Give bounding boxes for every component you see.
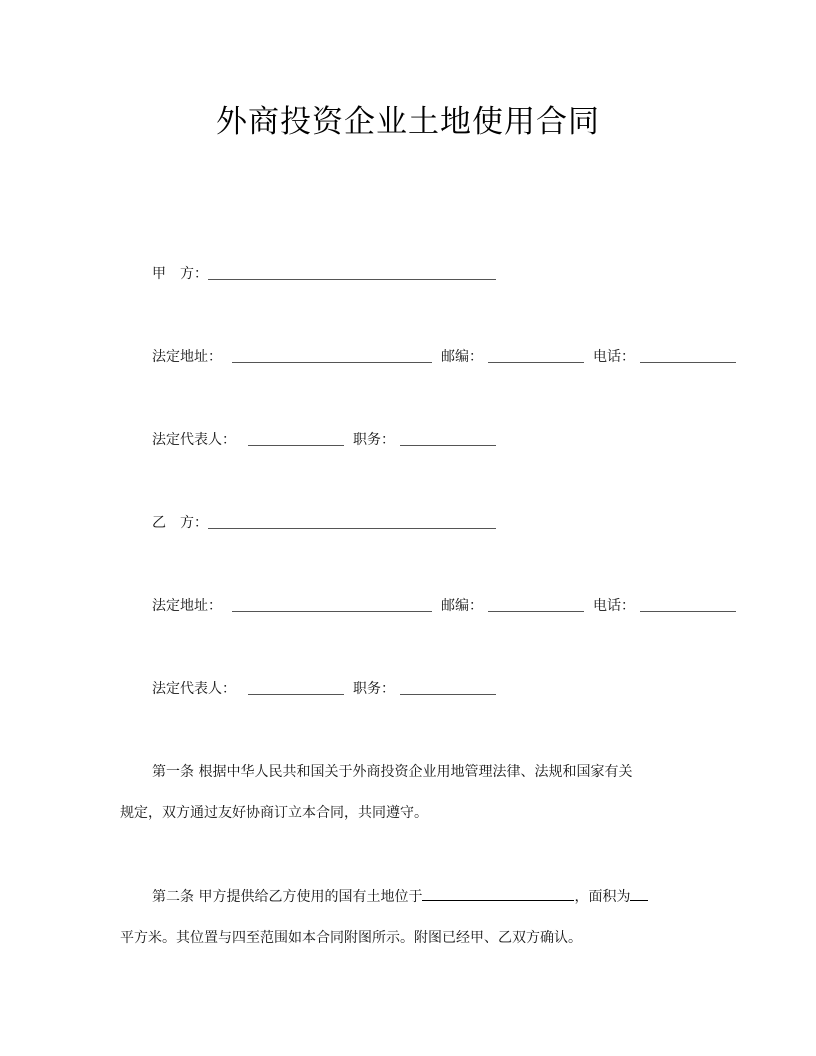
article1-line1: 第一条 根据中华人民共和国关于外商投资企业用地管理法律、法规和国家有关: [152, 764, 633, 780]
postcode-blank[interactable]: [488, 611, 584, 612]
position-blank[interactable]: [400, 694, 496, 695]
position-blank[interactable]: [400, 445, 496, 446]
party-a-label: 甲 方：: [152, 266, 208, 282]
rep-blank[interactable]: [248, 694, 344, 695]
party-b-blank[interactable]: [208, 528, 496, 529]
address-blank[interactable]: [232, 611, 432, 612]
postcode-label: 邮编：: [441, 598, 483, 614]
position-label: 职务：: [353, 432, 395, 448]
article2-text-b: ，面积为: [574, 889, 631, 905]
address-label: 法定地址：: [152, 349, 222, 365]
rep-blank[interactable]: [248, 445, 344, 446]
address-label: 法定地址：: [152, 598, 222, 614]
phone-label: 电话：: [593, 349, 635, 365]
article2-line1: [152, 886, 648, 907]
rep-label: 法定代表人：: [152, 432, 236, 448]
address-blank[interactable]: [232, 362, 432, 363]
article1-line2: 规定，双方通过友好协商订立本合同，共同遵守。: [120, 805, 428, 821]
area-blank[interactable]: [630, 886, 648, 901]
postcode-label: 邮编：: [441, 349, 483, 365]
location-blank[interactable]: [422, 886, 574, 901]
article2-text-a: 第二条 甲方提供给乙方使用的国有土地位于: [152, 889, 423, 905]
phone-label: 电话：: [593, 598, 635, 614]
article2-line2: 平方米。其位置与四至范围如本合同附图所示。附图已经甲、乙双方确认。: [120, 930, 582, 946]
position-label: 职务：: [353, 681, 395, 697]
phone-blank[interactable]: [640, 362, 736, 363]
rep-label: 法定代表人：: [152, 681, 236, 697]
party-a-blank[interactable]: [208, 279, 496, 280]
party-b-label: 乙 方：: [152, 515, 208, 531]
document-title: 外商投资企业土地使用合同: [216, 104, 600, 140]
postcode-blank[interactable]: [488, 362, 584, 363]
phone-blank[interactable]: [640, 611, 736, 612]
